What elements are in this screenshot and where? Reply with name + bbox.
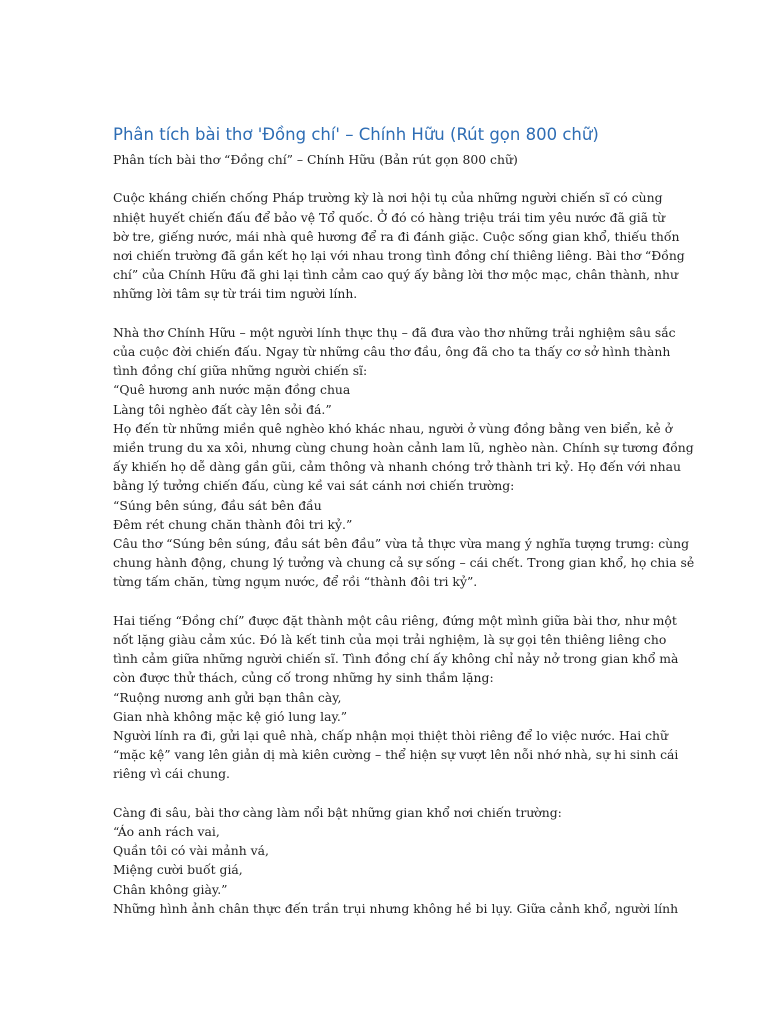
text-line: “Áo anh rách vai,	[113, 824, 220, 840]
text-line: Họ đến từ những miền quê nghèo khó khác nhau, người ở vùng đồng bằng ven biển, kẻ ở	[113, 420, 673, 436]
text-line: tình đồng chí giữa những người chiến sĩ:	[113, 363, 368, 379]
text-line: tình cảm giữa những người chiến sĩ. Tình đồng chí ấy không chỉ nảy nở trong gian khổ mà	[113, 651, 679, 667]
paragraph-gap	[113, 592, 658, 611]
document-subtitle: Phân tích bài thơ “Đồng chí” – Chính Hữu (Bản rút gọn 800 chữ)	[113, 152, 518, 167]
text-line: Đêm rét chung chăn thành đôi tri kỷ.”	[113, 516, 353, 532]
paragraph	[113, 803, 679, 918]
paragraph-gap	[113, 169, 658, 188]
text-line: “Ruộng nương anh gửi bạn thân cày,	[113, 689, 342, 705]
text-line: Làng tôi nghèo đất cày lên sỏi đá.”	[113, 401, 332, 417]
text-line: của cuộc đời chiến đấu. Ngay từ những câu thơ đầu, ông đã cho ta thấy cơ sở hình thành	[113, 344, 671, 359]
text-line: Nhà thơ Chính Hữu – một người lính thực thụ – đã đưa vào thơ những trải nghiệm sâu sắc	[113, 324, 676, 340]
text-line: nhiệt huyết chiến đấu để bảo vệ Tổ quốc. Ở đó có hàng triệu trái tim yêu nước đã giã từ	[113, 209, 666, 225]
document-title: Phân tích bài thơ 'Đồng chí' – Chính Hữu (Rút gọn 800 chữ)	[113, 125, 599, 144]
text-line: nốt lặng giàu cảm xúc. Đó là kết tinh của mọi trải nghiệm, là sự gọi tên thiêng liêng cho	[113, 632, 667, 648]
paragraph-gap	[113, 304, 658, 323]
text-line: từng tấm chăn, từng ngụm nước, để rồi “thành đôi tri kỷ”.	[113, 574, 478, 590]
text-line: Cuộc kháng chiến chống Pháp trường kỳ là nơi hội tụ của những người chiến sĩ có cùng	[113, 190, 663, 206]
text-line: chí” của Chính Hữu đã ghi lại tình cảm cao quý ấy bằng lời thơ mộc mạc, chân thành, như	[113, 267, 678, 283]
text-line: Càng đi sâu, bài thơ càng làm nổi bật những gian khổ nơi chiến trường:	[113, 804, 562, 820]
text-line: Gian nhà không mặc kệ gió lung lay.”	[113, 708, 348, 724]
text-line: Người lính ra đi, gửi lại quê nhà, chấp nhận mọi thiệt thòi riêng để lo việc nước. Hai chữ	[113, 728, 669, 744]
text-line: Hai tiếng “Đồng chí” được đặt thành một câu riêng, đứng một mình giữa bài thơ, như một	[113, 612, 677, 628]
text-line: “Súng bên súng, đầu sát bên đầu	[113, 497, 322, 513]
paragraph-gap	[113, 784, 658, 803]
text-line: nơi chiến trường đã gắn kết họ lại với nhau trong tình đồng chí thiêng liêng. Bài thơ “Đồng	[113, 248, 685, 263]
text-line: Câu thơ “Súng bên súng, đầu sát bên đầu” vừa tả thực vừa mang ý nghĩa tượng trưng: cùng	[113, 536, 690, 552]
text-line: miền trung du xa xôi, nhưng cùng chung hoàn cảnh lam lũ, nghèo nàn. Chính sự tương đồng	[113, 440, 694, 456]
text-line: Chân không giày.”	[113, 881, 228, 897]
text-line: Quần tôi có vài mảnh vá,	[113, 843, 269, 859]
text-line: “Quê hương anh nước mặn đồng chua	[113, 382, 351, 398]
text-line: Những hình ảnh chân thực đến trần trụi nhưng không hề bi lụy. Giữa cảnh khổ, người lính	[113, 900, 679, 916]
text-line: bờ tre, giếng nước, mái nhà quê hương để ra đi đánh giặc. Cuộc sống gian khổ, thiếu thốn	[113, 228, 680, 244]
document-page	[113, 124, 695, 918]
text-line: ấy khiến họ dễ dàng gần gũi, cảm thông và nhanh chóng trở thành tri kỷ. Họ đến với nhau	[113, 459, 681, 475]
paragraph	[113, 611, 679, 784]
text-line: bằng lý tưởng chiến đấu, cùng kề vai sát cánh nơi chiến trường:	[113, 478, 515, 494]
paragraph	[113, 323, 695, 592]
text-line: Miệng cười buốt giá,	[113, 862, 243, 878]
text-line: “mặc kệ” vang lên giản dị mà kiên cường – thể hiện sự vượt lên nỗi nhớ nhà, sự hi sinh cái	[113, 747, 679, 763]
text-line: riêng vì cái chung.	[113, 766, 230, 782]
text-line: còn được thử thách, củng cố trong những hy sinh thầm lặng:	[113, 670, 494, 686]
text-line: những lời tâm sự từ trái tim người lính.	[113, 286, 358, 302]
paragraph	[113, 188, 685, 303]
text-line: chung hành động, chung lý tưởng và chung cả sự sống – cái chết. Trong gian khổ, họ chia sẻ	[113, 555, 695, 571]
document-body	[113, 188, 695, 918]
